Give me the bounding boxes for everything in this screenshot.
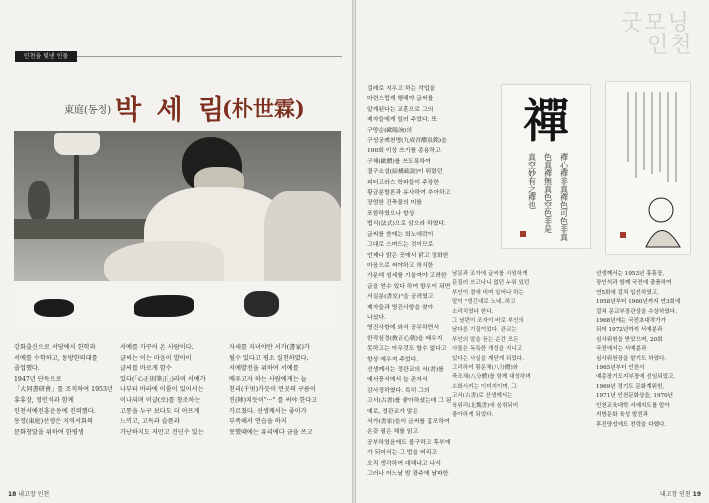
text-line: 심사위원을 받았으며, 20회	[596, 336, 663, 343]
text-line: 고서(古書)를 좋아하셨는데 그 된	[367, 398, 452, 405]
text-line: 글씨는 이는 마음이 발아이	[120, 354, 192, 362]
right-page	[356, 0, 709, 503]
text-line: 온갖 필은 체를 읽고	[367, 429, 419, 436]
text-line: 이나되며 이글(로)를 창조하는	[120, 396, 201, 404]
page-folio-right	[660, 489, 701, 498]
text-line: 고서(古書)로 선생께서는	[452, 393, 513, 400]
text-line: 법식(法式)으로 삼으라 하였다.	[367, 221, 446, 228]
inscription-col-2: 色真禪無真色空色非是	[543, 153, 553, 233]
text-line: 가난하지도 저만고 견딘수 있는	[120, 428, 204, 436]
text-line: 사물은 독특한 개성을 지니고	[452, 346, 523, 353]
text-line: 글을 얻수 있다 하여 항우이 되면	[367, 283, 451, 290]
page-folio-left	[8, 489, 49, 498]
text-line: 걸쳐 문교부장관상을 수상하였다.	[596, 308, 677, 315]
text-line: 그 남편이 조자이 바로 부인의	[452, 318, 524, 325]
text-line: 오직 생각하여 대해나고 나서	[367, 460, 441, 467]
text-line: 고통을 누구 보다도 더 아프게	[120, 407, 200, 415]
text-line: 황금분할론과 유사하여 추아하고	[367, 190, 451, 197]
text-line: 동정(東庭)선생은 지역서화의	[14, 418, 93, 426]
text-line: 마음으로 써야하고 허식한	[367, 262, 434, 269]
text-line: 서예발전을 위하여 서예를	[229, 365, 299, 373]
text-line: 포함하였으나 항상	[367, 210, 415, 217]
text-line: 구양순(歐陽詢)의	[367, 127, 413, 134]
text-line: 말이 "생긴대로 노네..하고	[452, 299, 516, 306]
page-number: 19	[692, 491, 701, 498]
text-line: 구체(歐體)를 쓰도록하여	[367, 158, 431, 165]
text-line: 강화출신으로 서당에서 한학과	[14, 344, 96, 351]
text-line: 서실분(書室)"을 궁려였고	[367, 294, 434, 301]
text-line: 나부터 바라에 이룸이 있어서는	[120, 386, 204, 394]
text-line: 서예를 가꾸어 온 사람이다.	[120, 344, 194, 351]
text-line: 소화시키는 이미지이며, 그	[452, 383, 517, 390]
text-line: 1968년에는 국전초대작가가	[596, 318, 667, 325]
big-character: 禪	[523, 94, 569, 148]
magazine-name: 내고장 인천	[659, 491, 691, 498]
text-line: 피터고라스 학파들이 주장한	[367, 179, 440, 186]
text-line: 공부하였음에도 불구하고 후부에	[367, 439, 451, 446]
page-number: 18	[8, 491, 17, 498]
text-line: 휴휴장, 정인석과 함께	[14, 396, 74, 404]
text-line: 글씨를 씀에는 희노애락이	[367, 231, 434, 238]
left-page	[0, 0, 352, 503]
text-line: 못하고는 아무것도 할수 없다고	[367, 346, 447, 353]
text-line: 1947년 단독으로	[14, 375, 62, 383]
text-line: 축조체(八分體)를 함께 대성하며	[452, 374, 531, 381]
watermark-top: 굿모닝	[621, 11, 691, 36]
text-line: 진(陣)치듯이"···" 를 써야 한다고	[229, 396, 318, 404]
seal-stamp	[520, 231, 526, 237]
text-line: 느끼고, 고독과 슬픔과	[120, 418, 180, 426]
text-line: 남다른 기질이었다. 관교는	[452, 327, 517, 334]
calligraphy-work-portrait	[606, 82, 690, 254]
text-line: 제자들과 영진사항을 찾아	[367, 304, 434, 311]
text-line: 문질러 쓰고나니 없던 누워 있던	[452, 280, 530, 287]
text-line: 선생께서는 1953년 휴휴장,	[596, 271, 665, 277]
magazine-name: 내고장 인천	[18, 491, 50, 498]
calligraphy-work-zen	[502, 85, 590, 248]
text-line: 있다(「心正則筆正」)라며 서예가	[120, 375, 206, 383]
text-line: 가 되어서는 그 법을 버리고	[367, 450, 438, 457]
text-line: 육위리(北魏書)에 심취되어	[452, 402, 519, 409]
text-line: 자세를 지녀야만 서가(書家)가	[229, 344, 310, 351]
calligraphy-brush-strokes	[502, 85, 590, 248]
text-line: 마련스럽게 행해야 글씨를	[367, 96, 434, 103]
text-line: 나섰다.	[367, 314, 386, 321]
title-name: 박 세 림	[115, 95, 228, 126]
text-line: 영진사항에 와서 공무하면서	[367, 325, 440, 332]
body-column-right-3	[596, 270, 704, 430]
text-line: 1971년 인천문화상을, 1970년	[596, 393, 674, 400]
inscription-col-3: 真空妙有之禪也	[527, 153, 537, 209]
text-line: 부인의 말을 듣는 순간 모든	[452, 336, 519, 343]
text-line: 걸레로 지우고 하는 작업을	[367, 86, 436, 92]
inscription-col-1: 禪心禪非真禪色可色非真	[559, 153, 569, 241]
text-line: 그대로 스며드는 것이므로	[367, 242, 434, 249]
article-title	[64, 88, 344, 124]
portrait-scroll-art	[606, 82, 690, 254]
text-line: 1965년부터 인천서	[596, 365, 645, 372]
text-line: 예로, 정관교가 말은	[367, 408, 419, 415]
text-line: 못했때에는 유리에다 금을 쓰고	[229, 428, 313, 436]
calligrapher-photo	[14, 131, 341, 331]
text-line: 될수 있다고 평소 실천하였다.	[229, 354, 309, 362]
watermark	[591, 6, 701, 58]
text-line: 글씨를 바로게 함수	[120, 365, 172, 373]
text-line: 인천서예진흥운동에 진력했다.	[14, 407, 96, 415]
watermark-bottom: 인천	[647, 33, 694, 58]
text-line: 가르쳤다. 선생께서는 좋이가	[229, 407, 307, 415]
text-line: 장엄한 건축물의 미를	[367, 200, 422, 207]
text-line: 졸업했다.	[14, 365, 40, 373]
text-line: 알게된다는 교훈으로 그의	[367, 106, 434, 113]
text-line: 감사정하였다. 특히 그의	[367, 387, 430, 394]
text-line: 항상 예우져 주었다.	[367, 356, 419, 363]
text-line: 선생께서는 정관교의 서(書)를	[367, 366, 444, 373]
section-rule	[77, 56, 342, 57]
text-line: 서예를 수학하고, 동방한의대를	[14, 354, 98, 362]
body-column-3	[229, 343, 341, 438]
title-prefix: 東庭(동정)	[64, 105, 112, 116]
text-line: 남문과 조자에 글씨를 시원하게	[452, 271, 528, 277]
text-line: 연5회에 걸쳐 입선하였고,	[596, 289, 659, 296]
text-line: 100회 이상 쓰기를 종용하고	[367, 148, 441, 155]
text-line: 장인석과 함께 국전에 출품하여	[596, 280, 672, 287]
text-line: 예서풍서에서 늘 존자서	[367, 377, 428, 384]
text-line: 예총장기도지부장에 선임되었고,	[596, 374, 676, 381]
text-line: 인천교육대학 서예지도를 맡아	[596, 402, 670, 409]
text-line: 1969년 경기도 문화계위원,	[596, 383, 665, 390]
text-line: 그리하여 황문체(八分體)와	[452, 365, 519, 372]
body-column-right-2	[452, 270, 560, 421]
text-line: 「大同書研會」를 조직하여 1953년	[14, 386, 113, 394]
text-line: 문화창달을 위하여 한평생	[14, 428, 84, 436]
text-line: 한작심정(敎正心朝)을 배우지	[367, 335, 443, 342]
text-line: 제자들에게 일러 주었다. 또	[367, 117, 438, 124]
body-column-2	[120, 343, 224, 438]
text-line: 있다는 사실을 깨닫게 되었다.	[452, 355, 524, 362]
text-line: 1958년부터 1960년까지 연3회에	[596, 299, 681, 306]
text-line: 소리치였다 한다.	[452, 308, 494, 315]
text-line: 천리(千里)가듯이 먼곳의 구름이	[229, 386, 316, 394]
text-line: 되어 1972년까지 서예분과	[596, 327, 663, 334]
title-hanja: (朴世霖)	[222, 96, 305, 121]
text-line: 배우고자 하는 사람에게는 늘	[229, 375, 307, 383]
section-tag: 인천을 빛낸 인물	[15, 51, 77, 62]
text-line: 가운데 섬세를 기울여야 고려한	[367, 273, 447, 280]
text-line: 결구소설(結構疏說)이 뛰렸던	[367, 169, 443, 176]
text-line: 좋아하게 되었다.	[452, 412, 494, 419]
text-line: 심사위원장을 맡기도 하였다.	[596, 355, 667, 362]
text-line: 부인이 곁에 비며 일어나 하는	[452, 289, 524, 296]
text-line: 부족해서 연습을 하지	[229, 418, 287, 426]
text-line: 후진양성에도 전력을 다했다.	[596, 421, 667, 428]
text-line: 서가(書家)들이 금씨를 흉모하여	[367, 419, 450, 425]
text-line: 그러나 어느날 밤 광주에 날파한	[367, 471, 449, 478]
text-line: 지방문화 육성 발전과	[596, 412, 649, 419]
body-column-1	[14, 343, 114, 438]
text-line: 구성궁례천명(九成宮醴泉銘)을	[367, 138, 447, 145]
text-line: 언제나 밝은 곳에서 맑고 정화한	[367, 252, 449, 259]
text-line: 국전에서는 서예분과	[596, 346, 647, 353]
